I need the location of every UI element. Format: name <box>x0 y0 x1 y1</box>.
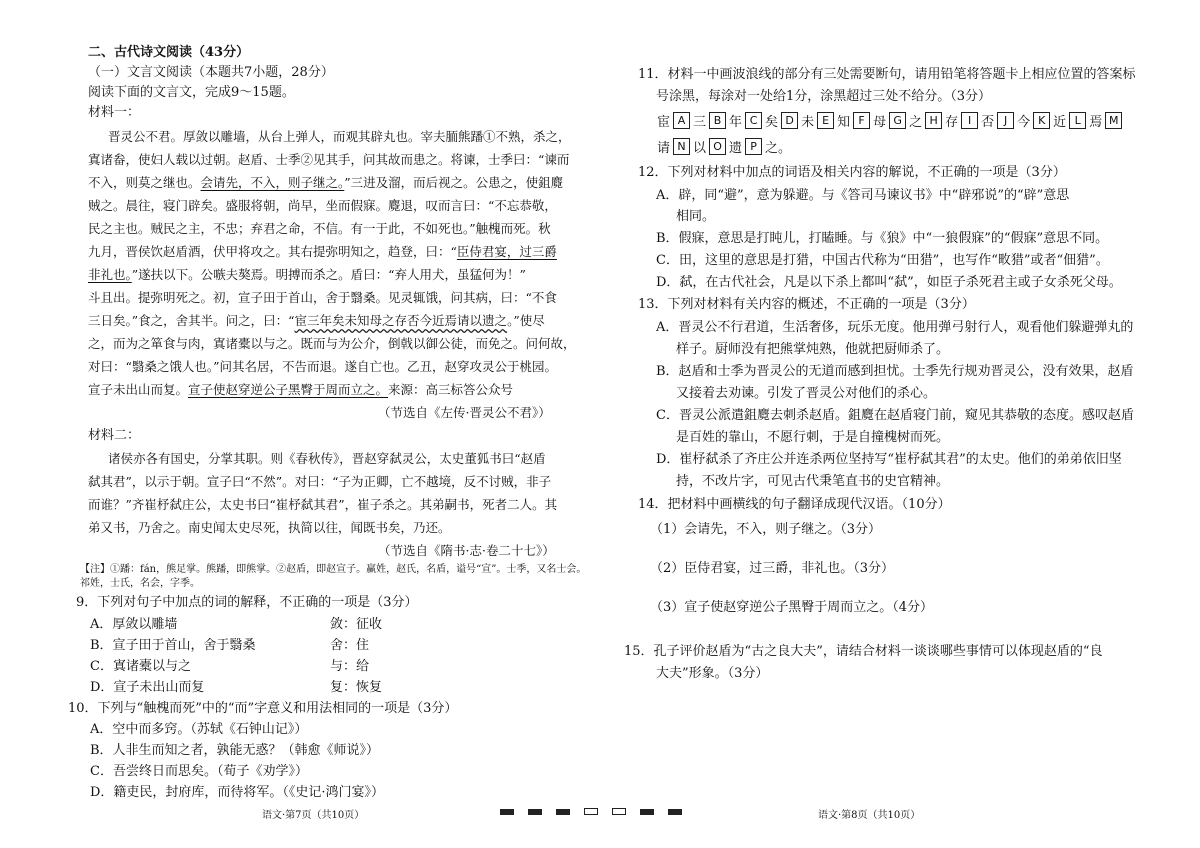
sentence-char: 否 <box>981 115 995 130</box>
question-12-option: B．假寐，意思是打盹儿，打瞌睡。与《狼》中“一狼假寐”的“假寐”意思不同。 <box>656 231 1109 246</box>
question-9-stem: 9．下列对句子中加点的词的解释，不正确的一项是（3分） <box>76 595 418 610</box>
sentence-char: 年 <box>729 115 743 130</box>
question-15-stem: 15．孔子评价赵盾为“古之良大夫”，请结合材料一谈谈哪些事情可以体现赵盾的“良 <box>624 644 1103 659</box>
annotation-note: 【注】①蹯：fán，熊足掌。熊蹯，即熊掌。②赵盾，即赵宣子。赢姓，赵氏，名盾，谥号“宣”。士季，又名士会。 <box>80 564 587 575</box>
break-option-box[interactable]: M <box>1105 112 1122 129</box>
wavy-line-sentence: 宦三年矣未知母之存否今近焉请以遗之 <box>294 313 508 328</box>
material-1-label: 材料一： <box>88 105 141 120</box>
question-9-gloss: 与：给 <box>330 659 370 674</box>
question-13-option: D．崔杼弑杀了齐庄公并连杀两位坚持写“崔杼弑其君”的太史。他们的弟弟依旧坚 <box>656 452 1122 467</box>
page-footer-8: 语文·第8页（共10页） <box>818 810 921 821</box>
passage-line <box>88 174 563 192</box>
question-9-gloss: 敛：征收 <box>330 617 383 632</box>
passage-line <box>88 312 545 330</box>
question-10-option: B．人非生而知之者，孰能无惑？（韩愈《师说》） <box>90 743 380 758</box>
watermark-source: 来源：高三标答公众号 <box>388 382 514 397</box>
passage-line: 诸侯亦各有国史，分掌其职。则《春秋传》，晋赵穿弑灵公，太史董狐书曰“赵盾 <box>108 451 546 466</box>
break-option-box[interactable]: B <box>709 112 726 129</box>
break-option-box[interactable]: D <box>781 112 798 129</box>
right-page <box>600 0 1200 848</box>
passage-text: ”遂扶以下。公嗾夫獒焉。明搏而杀之。盾曰：“弃人用犬，虽猛何为！” <box>131 267 526 282</box>
break-option-box[interactable]: H <box>925 112 942 129</box>
question-9-option: B．宣子田于首山，舍于翳桑 <box>90 638 256 653</box>
question-10-option: C．吾尝终日而思矣。（荀子《劝学》） <box>90 764 308 779</box>
sentence-char: 宦 <box>657 115 671 130</box>
break-option-box[interactable]: G <box>889 112 906 129</box>
sentence-char: 遗 <box>729 141 743 156</box>
passage-text: 不入，则莫之继也。 <box>88 175 201 190</box>
question-10-stem: 10．下列与“触槐而死”中的“而”字意义和用法相同的一项是（3分） <box>68 701 458 716</box>
question-10-option: D．籍吏民，封府库，而待将军。（《史记·鸿门宴》） <box>90 785 385 800</box>
passage-line: 之，而为之箪食与肉，寘诸橐以与之。既而与为公介，倒戟以御公徒，而免之。问何故， <box>88 336 576 351</box>
question-15-stem: 大夫”形象。（3分） <box>656 666 769 681</box>
question-12-option: 相同。 <box>676 209 716 224</box>
passage-text: 三日矣。”食之，舍其半。问之，曰：“ <box>88 313 295 328</box>
passage-line: 民之主也。贼民之主，不忠；弃君之命，不信。有一于此，不如死也。”触槐而死。秋 <box>88 221 551 236</box>
sentence-char: 近 <box>1053 115 1067 130</box>
alignment-mark <box>528 809 542 815</box>
sentence-char: 之 <box>909 115 923 130</box>
sentence-break-row <box>656 111 1124 130</box>
question-11-stem: 11．材料一中画波浪线的部分有三处需要断句，请用铅笔将答题卡上相应位置的答案标 <box>638 67 1136 82</box>
passage-line: 弟又书，乃舍之。南史闻太史尽死，执简以往，闻既书矣，乃还。 <box>88 520 451 535</box>
question-13-option: 是百姓的靠山，不愿行刺，于是自撞槐树而死。 <box>676 430 950 445</box>
question-14-item: （2）臣侍君宴，过三爵，非礼也。（3分） <box>650 561 895 576</box>
sentence-char: 请 <box>657 141 671 156</box>
question-13-option: 又接着去劝谏。引发了晋灵公对他们的杀心。 <box>676 386 937 401</box>
alignment-mark <box>584 808 598 815</box>
sentence-char: 未 <box>801 115 815 130</box>
underlined-sentence-2a: 臣侍君宴，过三爵 <box>456 244 557 259</box>
underlined-sentence-3: 宣子使赵穿逆公子黑臀于周而立之。 <box>188 382 389 397</box>
passage-line: 晋灵公不君。厚敛以雕墙，从台上弹人，而观其辟丸也。宰夫胹熊蹯①不熟，杀之， <box>108 129 571 144</box>
question-13-stem: 13．下列对材料有关内容的概述，不正确的一项是（3分） <box>638 297 975 312</box>
break-option-box[interactable]: J <box>997 112 1014 129</box>
sentence-char: 今 <box>1017 115 1031 130</box>
material-1-source: （节选自《左传·晋灵公不君》） <box>378 405 551 420</box>
question-9-option: C．寘诸橐以与之 <box>90 659 191 674</box>
break-option-box[interactable]: I <box>961 112 978 129</box>
question-13-option: C．晋灵公派遣鉏麑去刺杀赵盾。鉏麑在赵盾寝门前，窥见其恭敬的态度。感叹赵盾 <box>656 408 1134 423</box>
question-13-option: B．赵盾和士季为晋灵公的无道而感到担忧。士季先行规劝晋灵公，没有效果，赵盾 <box>656 364 1134 379</box>
sentence-char: 焉 <box>1089 115 1103 130</box>
question-12-stem: 12．下列对材料中加点的词语及相关内容的解说，不正确的一项是（3分） <box>638 165 1066 180</box>
passage-text: 宣子未出山而复。 <box>88 382 189 397</box>
material-2-label: 材料二： <box>88 428 141 443</box>
passage-line <box>88 266 526 284</box>
break-option-box[interactable]: L <box>1069 112 1086 129</box>
question-14-item: （1）会请先，不入，则子继之。（3分） <box>650 522 882 537</box>
passage-line: 对曰：“翳桑之饿人也。”问其名居，不告而退。遂自亡也。乙丑，赵穿攻灵公于桃园。 <box>88 359 558 374</box>
question-12-option: A．辟，同“避”，意为躲避。与《答司马谏议书》中“辟邪说”的“辟”意思 <box>656 188 1070 203</box>
sentence-char: 矣 <box>765 115 779 130</box>
passage-line: 弑其君”，以示于朝。宣子曰“不然”。对曰：“子为正卿，亡不越境，反不讨贼，非子 <box>88 474 552 489</box>
sentence-char: 三 <box>693 115 707 130</box>
passage-text: 。”使尽 <box>507 313 545 328</box>
sentence-char: 之。 <box>765 141 792 156</box>
question-9-gloss: 复：恢复 <box>330 680 383 695</box>
alignment-mark <box>500 809 514 815</box>
break-option-box[interactable]: E <box>817 112 834 129</box>
section-title: 二、古代诗文阅读（43分） <box>88 45 250 60</box>
break-option-box[interactable]: O <box>709 138 726 155</box>
passage-text: ”三进及溜，而后视之。公患之，使鉏麑 <box>344 175 564 190</box>
question-13-option: 持，不改片字，可见古代秉笔直书的史官精神。 <box>676 474 950 489</box>
question-14-stem: 14．把材料中画横线的句子翻译成现代汉语。（10分） <box>638 497 951 512</box>
passage-text: 九月，晋侯饮赵盾酒，伏甲将攻之。其右提弥明知之，趋登，曰：“ <box>88 244 457 259</box>
passage-line: 而谁？”齐崔杼弑庄公，太史书曰“崔杼弑其君”，崔子杀之。其弟嗣书，死者二人。其 <box>88 497 558 512</box>
instruction: 阅读下面的文言文，完成9～15题。 <box>88 85 295 100</box>
break-option-box[interactable]: K <box>1033 112 1050 129</box>
passage-line <box>88 381 513 399</box>
subsection-title: （一）文言文阅读（本题共7小题，28分） <box>88 65 334 80</box>
passage-line: 斗且出。提弥明死之。初，宣子田于首山，舍于翳桑。见灵辄饿，问其病，曰：“不食 <box>88 290 557 305</box>
sentence-char: 以 <box>693 141 707 156</box>
underlined-sentence-1: 会请先，不入，则子继之。 <box>200 175 345 190</box>
question-14-item: （3）宣子使赵穿逆公子黑臀于周而立之。（4分） <box>650 600 934 615</box>
alignment-mark <box>556 809 570 815</box>
sentence-char: 存 <box>945 115 959 130</box>
sentence-break-row <box>656 137 792 156</box>
sentence-char: 知 <box>837 115 851 130</box>
question-9-option: D．宣子未出山而复 <box>90 680 205 695</box>
passage-line <box>88 243 557 261</box>
question-13-option: A．晋灵公不行君道，生活奢侈，玩乐无度。他用弹弓射行人，观看他们躲避弹丸的 <box>656 320 1134 335</box>
question-12-option: D．弑，在古代社会，凡是以下杀上都叫“弑”，如臣子杀死君主或子女杀死父母。 <box>656 275 1122 290</box>
question-9-gloss: 舍：住 <box>330 638 370 653</box>
annotation-note: 祁姓，士氏，名会，字季。 <box>80 578 200 589</box>
question-12-option: C．田，这里的意思是打猎，中国古代称为“田猎”，也写作“畋猎”或者“佃猎”。 <box>656 253 1109 268</box>
page-footer-7: 语文·第7页（共10页） <box>262 810 365 821</box>
break-option-box[interactable]: C <box>745 112 762 129</box>
material-2-source: （节选自《隋书·志·卷二十七》） <box>378 543 555 558</box>
question-13-option: 样子。厨师没有把熊掌炖熟，他就把厨师杀了。 <box>676 342 950 357</box>
passage-line: 贼之。晨往，寝门辟矣。盛服将朝，尚早，坐而假寐。麑退，叹而言曰：“不忘恭敬， <box>88 198 557 213</box>
underlined-sentence-2b: 非礼也。 <box>88 267 132 282</box>
break-option-box[interactable]: N <box>673 138 690 155</box>
sentence-char: 母 <box>873 115 887 130</box>
break-option-box[interactable]: P <box>745 138 762 155</box>
question-11-stem: 号涂黑，每涂对一处给1分，涂黑超过三处不给分。（3分） <box>656 89 992 104</box>
break-option-box[interactable]: A <box>673 112 690 129</box>
break-option-box[interactable]: F <box>853 112 870 129</box>
question-10-option: A．空中而多窍。（苏轼《石钟山记》） <box>90 722 308 737</box>
passage-line: 寘诸畚，使妇人载以过朝。赵盾、士季②见其手，问其故而患之。将谏，士季曰：“谏而 <box>88 152 570 167</box>
question-9-option: A．厚敛以雕墙 <box>90 617 178 632</box>
